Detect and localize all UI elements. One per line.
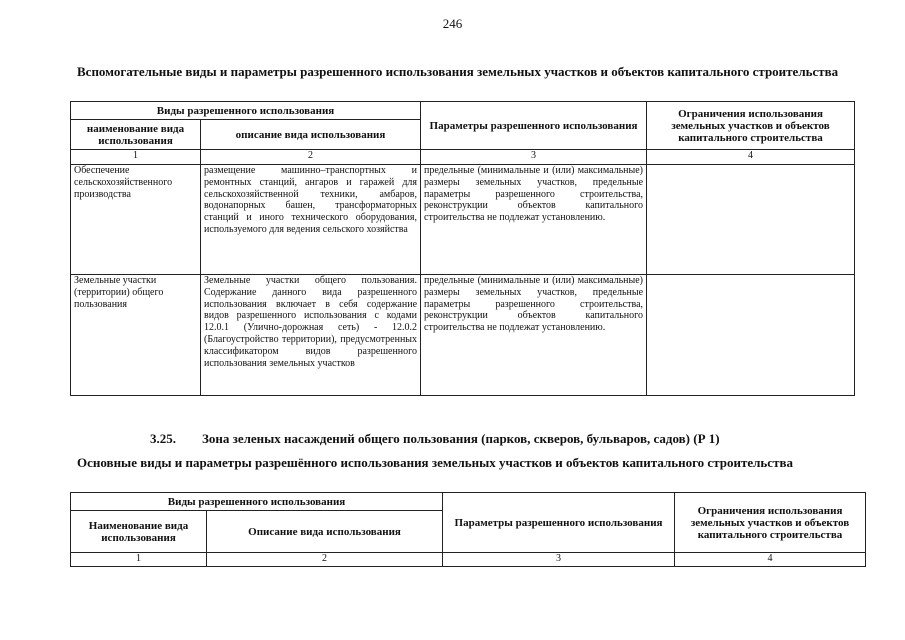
use-description: Земельные участки общего пользования. Содержание данного вида разрешенного использования включает в себя содержание видов разрешенного использования с кодами 12.0.1 (Улично-дорожная сеть) - 12.0.2 (Благоустройство территории), предусмотренных классификатором видов разрешенного использования земельных участков: [201, 275, 421, 396]
header-restrictions: Ограничения использования земельных участков и объектов капитального строительства: [647, 102, 855, 150]
header-use-description: Описание вида использования: [207, 511, 443, 553]
header-group-label: Виды разрешенного использования: [71, 493, 443, 511]
section-heading: [150, 431, 870, 446]
use-description: размещение машинно–транспортных и ремонтных станций, ангаров и гаражей для сельскохозяйственной техники, амбаров, водонапорных башен, трансформаторных станций и иного технического оборудования, используемого для ведения сельского хозяйства: [201, 165, 421, 275]
use-restrictions: [647, 275, 855, 396]
table-row: [71, 275, 855, 396]
header-group-label: Виды разрешенного использования: [71, 102, 421, 120]
column-number: 3: [421, 150, 647, 165]
header-use-description: описание вида использования: [201, 120, 421, 150]
main-uses-table: [70, 492, 866, 567]
use-name: Земельные участки (территории) общего пользования: [71, 275, 201, 396]
header-use-name: Наименование вида использования: [71, 511, 207, 553]
page-number: 246: [442, 16, 463, 31]
section-title: Зона зеленых насаждений общего пользования (парков, скверов, бульваров, садов) (Р 1): [202, 431, 720, 446]
column-number: 2: [207, 553, 443, 567]
use-restrictions: [647, 165, 855, 275]
main-uses-heading: Основные виды и параметры разрешённого использования земельных участков и объектов капитального строительства: [77, 455, 793, 470]
auxiliary-uses-table: [70, 101, 855, 396]
table-row: [71, 165, 855, 275]
header-parameters: Параметры разрешенного использования: [443, 493, 675, 553]
column-number: 4: [647, 150, 855, 165]
use-parameters: предельные (минимальные и (или) максимальные) размеры земельных участков, предельные параметры разрешенного строительства, реконструкции объектов капитального строительства не подлежат установлению.: [421, 275, 647, 396]
section-number: 3.25.: [150, 431, 176, 446]
column-numbers-row: [71, 150, 855, 165]
column-numbers-row: [71, 553, 866, 567]
use-parameters: предельные (минимальные и (или) максимальные) размеры земельных участков, предельные параметры разрешенного строительства, реконструкции объектов капитального строительства не подлежат установлению.: [421, 165, 647, 275]
column-number: 4: [675, 553, 866, 567]
column-number: 1: [71, 553, 207, 567]
header-parameters: Параметры разрешенного использования: [421, 102, 647, 150]
column-number: 1: [71, 150, 201, 165]
column-number: 2: [201, 150, 421, 165]
column-number: 3: [443, 553, 675, 567]
auxiliary-uses-heading: Вспомогательные виды и параметры разрешенного использования земельных участков и объектов капитального строительства: [77, 64, 839, 79]
header-use-name: наименование вида использования: [71, 120, 201, 150]
use-name: Обеспечение сельскохозяйственного производства: [71, 165, 201, 275]
header-restrictions: Ограничения использования земельных участков и объектов капитального строительства: [675, 493, 866, 553]
